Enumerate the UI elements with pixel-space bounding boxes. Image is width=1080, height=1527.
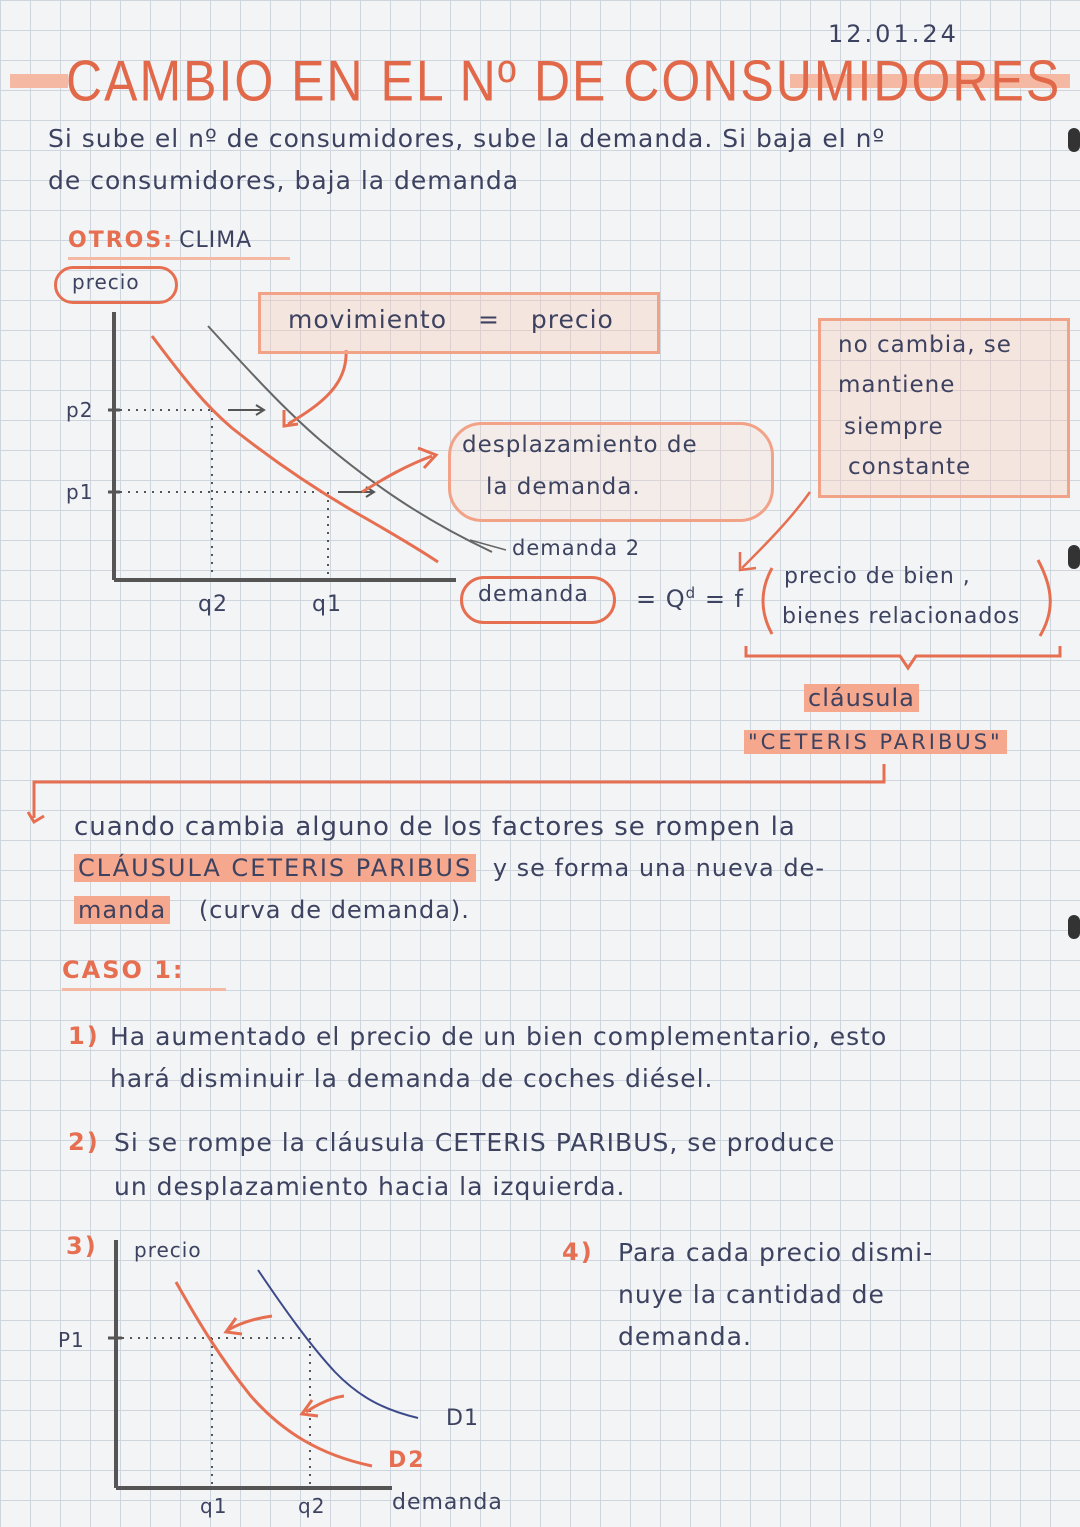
constante-line-4: constante (848, 454, 972, 480)
item-4-line-2: nuye la cantidad de (618, 1280, 885, 1309)
graph2-q1-label: q1 (200, 1494, 228, 1518)
constante-line-1: no cambia, se (838, 332, 1012, 358)
formula-line-1: precio de bien , (784, 564, 971, 589)
page-title: CAMBIO EN EL Nº DE CONSUMIDORES (66, 48, 1062, 114)
graph1-p2-label: p2 (66, 398, 94, 422)
cuando-line-3-rest: (curva de demanda). (198, 896, 470, 924)
graph1-q1-label: q1 (312, 592, 342, 617)
graph1-p1-label: p1 (66, 480, 94, 504)
graph2-d2-label: D2 (388, 1448, 426, 1473)
item-2-number: 2) (68, 1128, 100, 1156)
cuando-highlight-1: CLÁUSULA CETERIS PARIBUS (74, 854, 476, 882)
graph2-d1-label: D1 (446, 1406, 479, 1431)
formula-func: = f (704, 585, 744, 613)
graph2-d2-curve (176, 1282, 372, 1466)
graph2-x-label: demanda (392, 1490, 503, 1515)
item-2-line-2: un desplazamiento hacia la izquierda. (114, 1172, 626, 1201)
date: 12.01.24 (828, 20, 959, 48)
graph2-y-label: precio (134, 1238, 202, 1262)
item-4-line-1: Para cada precio dismi- (618, 1238, 934, 1267)
otros-label: OTROS: (68, 228, 174, 253)
graph2-p1-label: P1 (58, 1328, 85, 1352)
item-1-line-1: Ha aumentado el precio de un bien complementario, esto (110, 1022, 888, 1051)
item-4-number: 4) (562, 1238, 594, 1266)
intro-line-2: de consumidores, baja la demanda (48, 166, 520, 195)
caso-label: CASO 1: (62, 956, 185, 984)
formula-q: = Q (636, 585, 686, 613)
desplazamiento-line-2: la demanda. (486, 474, 641, 500)
cuando-highlight-2: manda (74, 896, 170, 924)
formula-sup: d (685, 584, 697, 602)
graph2-q2-label: q2 (298, 1494, 326, 1518)
graph2-shift-arrow-bottom (306, 1396, 344, 1412)
item-2-line-1: Si se rompe la cláusula CETERIS PARIBUS, se produce (114, 1128, 836, 1157)
constante-line-3: siempre (844, 414, 944, 440)
graph1-y-label: precio (72, 270, 140, 294)
otros-value: CLIMA (179, 228, 253, 253)
intro-line-1: Si sube el nº de consumidores, sube la demanda. Si baja el nº (48, 124, 886, 153)
desplazamiento-line-1: desplazamiento de (462, 432, 698, 458)
constante-line-2: mantiene (838, 372, 956, 398)
ceteris-paribus-label: "CETERIS PARIBUS" (744, 730, 1007, 754)
graph1-demanda-label: demanda (478, 582, 589, 607)
item-1-number: 1) (68, 1022, 100, 1050)
graph1-q2-label: q2 (198, 592, 228, 617)
item-4-line-3: demanda. (618, 1322, 752, 1351)
graph1-demanda2-label: demanda 2 (512, 536, 641, 560)
movimiento-right: precio (530, 305, 614, 334)
formula-line-2: bienes relacionados (782, 604, 1021, 629)
item-3-number: 3) (66, 1232, 98, 1260)
clausula-word: cláusula (804, 684, 919, 712)
movimiento-eq: = (477, 305, 500, 334)
cuando-line-2-rest: y se forma una nueva de- (492, 854, 825, 882)
movimiento-left: movimiento (288, 305, 448, 334)
item-1-line-2: hará disminuir la demanda de coches diésel. (110, 1064, 714, 1093)
cuando-line-1: cuando cambia alguno de los factores se rompen la (74, 812, 796, 842)
